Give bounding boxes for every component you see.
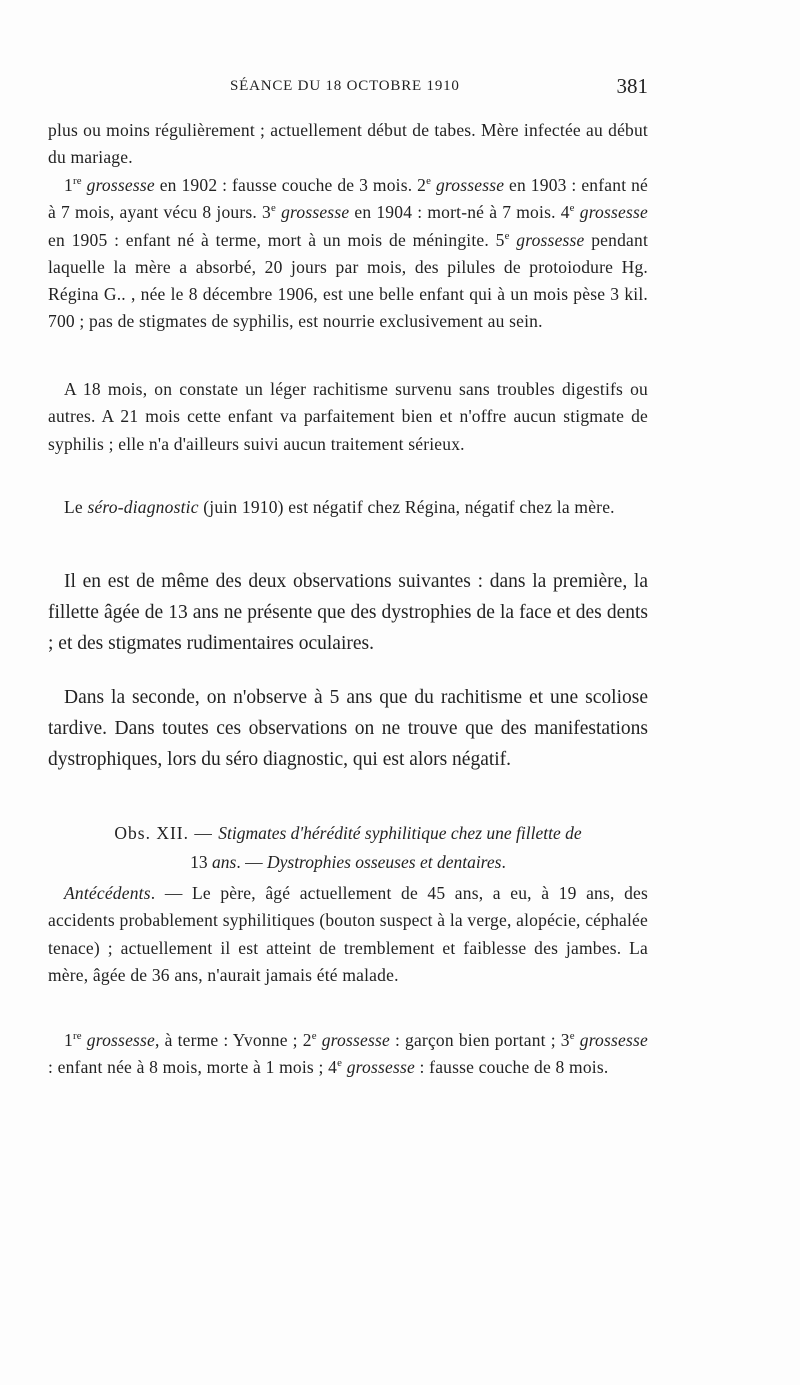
paragraph-continuation: plus ou moins régulièrement ; actuellement début de tabes. Mère infectée au début du mariage.: [48, 120, 648, 168]
paragraph-antecedents: Antécédents. — Le père, âgé actuellement de 45 ans, a eu, à 19 ans, des accidents probablement syphilitiques (bouton suspect à la verge, alopécie, céphalée tenace) ; actuellement il est atteint de tremblement et faiblesse des jambes. La mère, âgée de 36 ans, n'aurait jamais été malade.: [48, 883, 648, 985]
observation-heading: [48, 819, 648, 877]
page-header: [48, 74, 648, 102]
paragraph-observations-large: Il en est de même des deux observations suivantes : dans la première, la fillette âgée de 13 ans ne présente que des dystrophies de la face et des dents ; et des stigmates rudimentaires oculaires.: [48, 571, 648, 654]
observation-heading-line2: 13 ans. — Dystrophies osseuses et dentaires.: [190, 852, 506, 872]
paragraph-pregnancies: 1re grossesse en 1902 : fausse couche de 3 mois. 2e grossesse en 1903 : enfant né à 7 mois, ayant vécu 8 jours. 3e grossesse en 1904 : mort-né à 7 mois. 4e grossesse en 1905 : enfant né à terme, mort à un mois de méningite. 5e grossesse pendant laquelle la mère a absorbé, 20 jours par mois, des pilules de protoiodure Hg. Régina G.. , née le 8 décembre 1906, est une belle enfant qui à un mois pèse 3 kil. 700 ; pas de stigmates de syphilis, est nourrie exclusivement au sein.: [48, 175, 649, 332]
paragraph-serodiagnostic: Le séro-diagnostic (juin 1910) est négatif chez Régina, négatif chez la mère.: [64, 497, 615, 517]
observation-heading-line1: Obs. XII. — Stigmates d'hérédité syphilitique chez une fillette de: [114, 823, 582, 843]
paragraph-rachitism: A 18 mois, on constate un léger rachitisme survenu sans troubles digestifs ou autres. A 21 mois cette enfant va parfaitement bien et n'offre aucun stigmate de syphilis ; elle n'a d'ailleurs suivi aucun traitement sérieux.: [48, 379, 648, 454]
running-head: SÉANCE DU 18 OCTOBRE 1910: [230, 78, 460, 94]
page-number: 381: [616, 74, 648, 98]
paragraph-pregnancies-obs12: 1re grossesse, à terme : Yvonne ; 2e grossesse : garçon bien portant ; 3e grossesse : enfant née à 8 mois, morte à 1 mois ; 4e grossesse : fausse couche de 8 mois.: [48, 1030, 648, 1078]
paragraph-second-observation: Dans la seconde, on n'observe à 5 ans que du rachitisme et une scoliose tardive. Dans toutes ces observations on ne trouve que des manifestations dystrophiques, lors du séro diagnostic, qui est alors négatif.: [48, 687, 648, 770]
